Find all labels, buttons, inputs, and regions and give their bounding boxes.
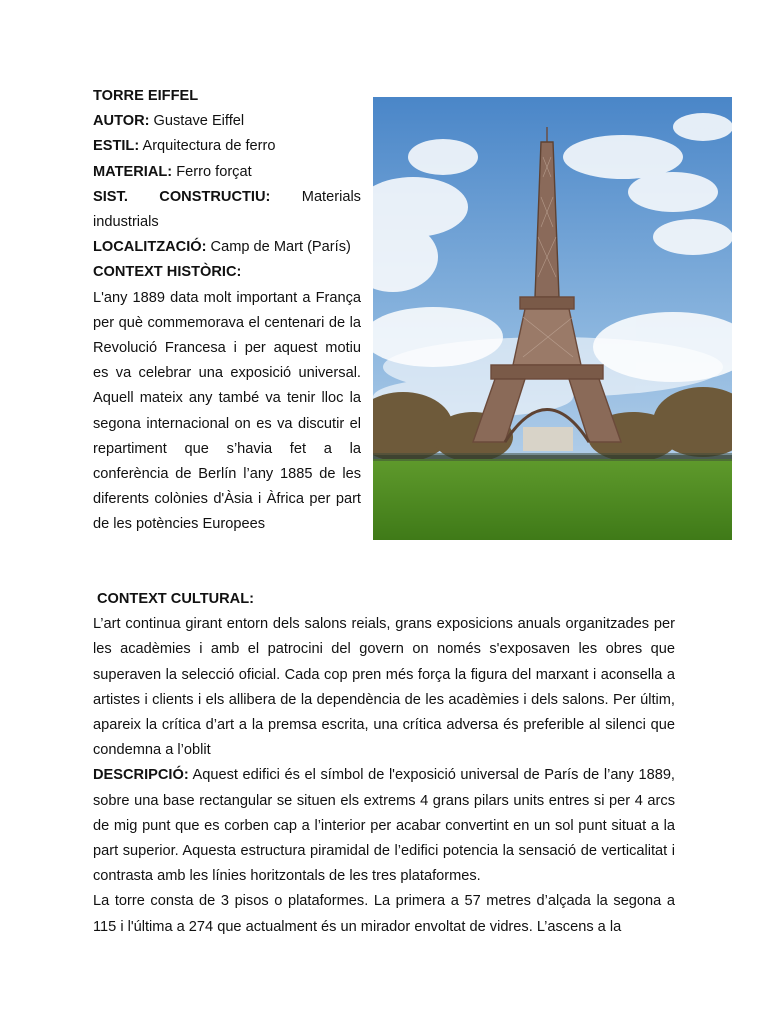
field-value: Camp de Mart (París) [206, 239, 351, 256]
field-localitzacio [93, 235, 361, 260]
field-label: SIST. CONSTRUCTIU: [93, 188, 271, 205]
field-sist-constructiu [93, 185, 361, 235]
field-value: Materials industrials [93, 188, 361, 231]
header-fields-column [93, 84, 361, 538]
descripcio-text: Aquest edifici és el símbol de l'exposició universal de París de l’any 1889, sobre una base rectangular se situen els extrems 4 grans pilars units entres si per 4 arcs de mig punt que es corben cap a l’interior per acabar convertint en un sol punt situat a la part superior. Aquesta estructura piramidal de l’edifici potencia la sensació de verticalitat i contrasta amb les línies horitzontals de les tres plataformes. [93, 767, 675, 885]
context-historic-text: L'any 1889 data molt important a França per què commemorava el centenari de la Revolució Francesa i per aquest motiu es va celebrar una exposició universal. Aquell mateix any també va tenir lloc la segona internacional on es va discutir el repartiment que s’havia fet a la conferència de Berlín l’any 1885 de les diferents colònies d'Àsia i Àfrica per part de les potències Europees [93, 289, 361, 533]
context-cultural-text: L’art continua girant entorn dels salons reials, grans exposicions anuals organitzades per les acadèmies i amb el patrocini del govern on només s'exposaven les obres que superaven la selecció oficial. Cada cop pren més força la figura del marxant i aconsella a artistes i clients i els allibera de la dependència de les acadèmies i dels salons. Per últim, apareix la crítica d’art a la premsa escrita, una crítica adversa és preferible al silenci que condemna a l’oblit [93, 616, 675, 759]
descripcio-label: DESCRIPCIÓ: [93, 767, 189, 784]
context-historic-heading: CONTEXT HISTÒRIC: [93, 264, 242, 281]
descripcio-text-2: La torre consta de 3 pisos o plataformes. La primera a 57 metres d’alçada la segona a 115 i l'última a 274 que actualment és un mirador envoltat de vidres. L’ascens a la [93, 893, 675, 935]
descripcio-paragraph [93, 763, 675, 889]
body-text-column [93, 587, 675, 940]
field-value: Ferro forçat [172, 163, 252, 180]
page-title: TORRE EIFFEL [93, 88, 199, 104]
field-label: LOCALITZACIÓ: [93, 239, 207, 256]
field-label: MATERIAL: [93, 163, 173, 180]
field-estil [93, 134, 361, 159]
field-autor [93, 109, 361, 134]
field-value: Gustave Eiffel [149, 113, 245, 130]
field-value: Arquitectura de ferro [139, 138, 276, 155]
field-label: ESTIL: [93, 138, 140, 155]
eiffel-tower-photo [373, 97, 732, 540]
field-material [93, 160, 361, 185]
context-cultural-heading: CONTEXT CULTURAL: [97, 591, 254, 607]
field-label: AUTOR: [93, 113, 150, 130]
